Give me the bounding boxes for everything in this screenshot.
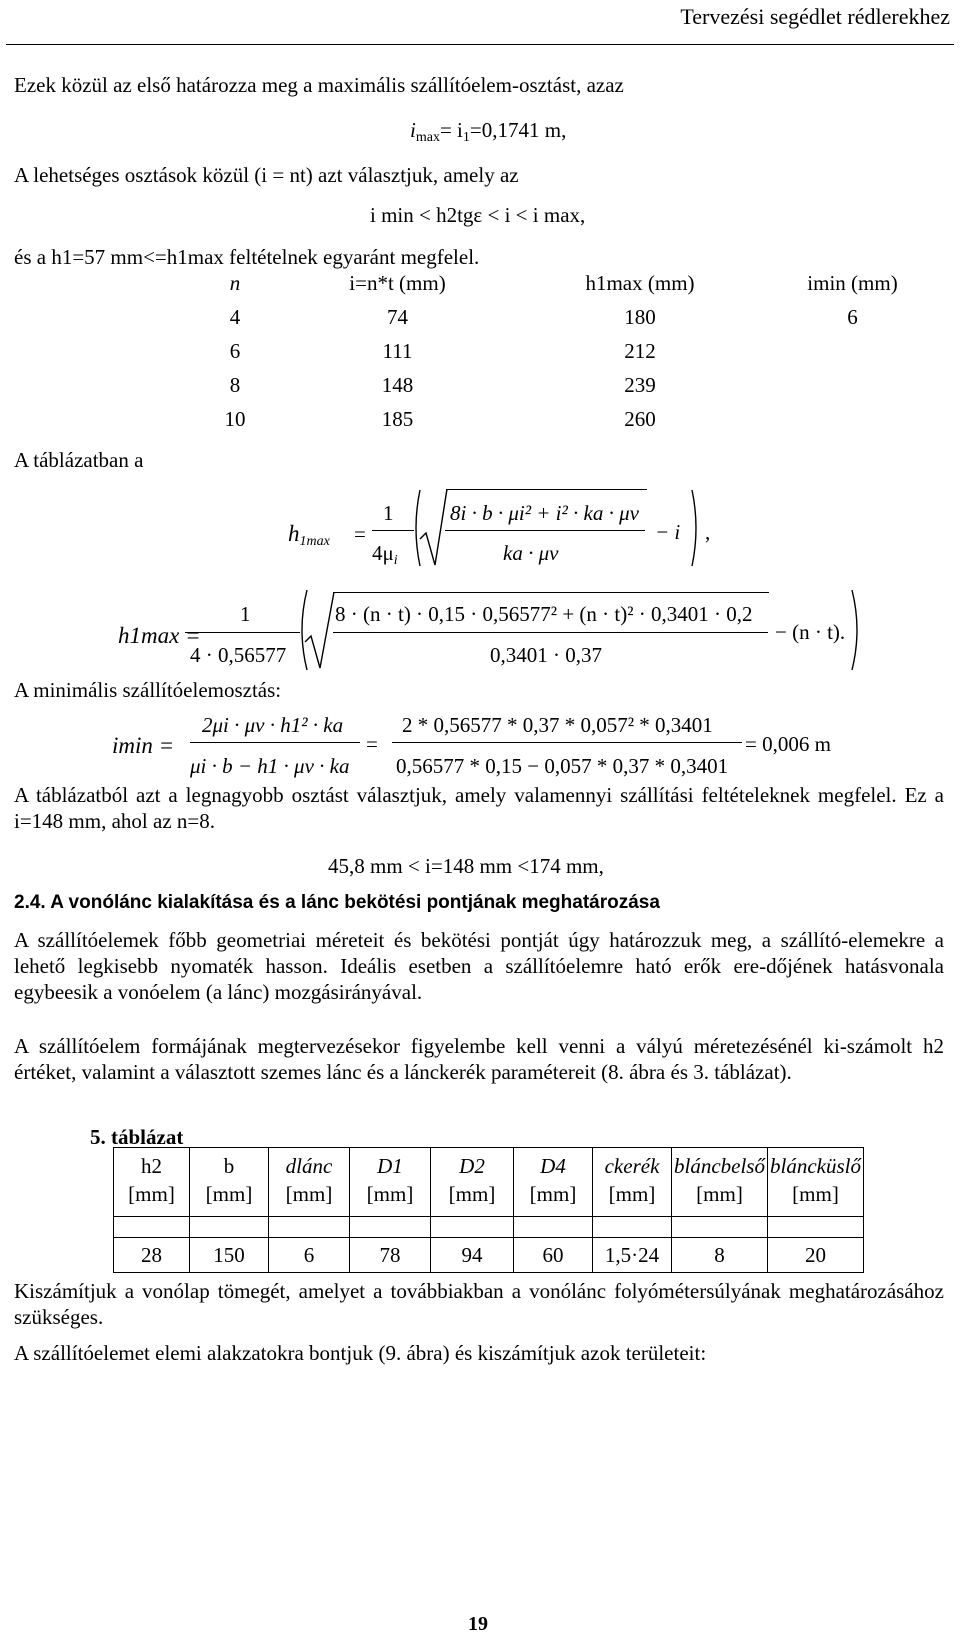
fraction-1-numerator: 2μi · μv · h1² · ka (202, 713, 344, 737)
table-cell: 8 (229, 372, 241, 397)
minus-i: − i (655, 520, 681, 544)
imax-equation (410, 118, 567, 145)
inequality: i min < h2tgε < i < i max, (370, 203, 586, 227)
table-header-row (190, 266, 940, 300)
table-row (190, 334, 940, 368)
minus-nt: − (n · t). (775, 620, 846, 644)
intro-paragraph-1: Ezek közül az első határozza meg a maximális szállítóelem-osztást, azaz (14, 73, 624, 97)
table-cell: 10 (224, 406, 246, 431)
table-cell: 4 (229, 304, 241, 329)
table-cell: 1,5·24 (593, 1238, 672, 1273)
table-header-cell: D1 [mm] (350, 1148, 431, 1217)
header-rule (6, 44, 954, 45)
table-header-cell: dlánc [mm] (269, 1148, 350, 1217)
radicand-numerator: 8i · b · μi² + i² · ka · μv (450, 501, 639, 525)
coef-denominator: $4\mu_i$ (372, 541, 398, 568)
radicand-fraction-line (333, 632, 768, 633)
table-header-cell: imin (mm) (807, 270, 898, 295)
table-cell: 150 (190, 1238, 269, 1273)
table-header-cell: bláncküslő [mm] (768, 1148, 864, 1217)
table-cell: 74 (387, 304, 408, 329)
table-cell (765, 368, 940, 402)
table-row (190, 368, 940, 402)
coef-fraction-line (372, 530, 414, 531)
intro-paragraph-3: és a h1=57 mm<=h1max feltételnek egyaránt megfelel. (14, 245, 480, 269)
table-cell: 148 (381, 372, 414, 397)
comma: , (705, 520, 711, 544)
formula-lhs: imin = (112, 733, 175, 758)
coef-denominator: 4 · 0,56577 (190, 643, 287, 667)
table-cell: 185 (381, 406, 414, 431)
imax-lhs: i (410, 118, 416, 142)
coef-numerator: 1 (240, 602, 251, 626)
table-header-cell: h1max (mm) (585, 270, 695, 295)
equals-sign: = (366, 732, 378, 756)
radicand-denominator: 0,3401 · 0,37 (490, 643, 602, 667)
left-paren (297, 588, 309, 672)
table-row (114, 1238, 864, 1273)
table-cell: 111 (382, 338, 413, 363)
selection-paragraph: A táblázatból azt a legnagyobb osztást választjuk, amely valamennyi szállítási feltételeknek megfelel. Ez a i=148 mm, ahol az n=8. (14, 783, 944, 833)
table-cell: 20 (768, 1238, 864, 1273)
coef-numerator: 1 (383, 501, 394, 525)
imax-rhs: =0,1741 m, (469, 118, 567, 142)
imax-sub2: 1 (462, 130, 470, 145)
table-header-cell: h2 [mm] (114, 1148, 190, 1217)
table-row (190, 300, 940, 334)
table-cell: 28 (114, 1238, 190, 1273)
table-spacer-row (114, 1217, 864, 1238)
osztas-table (190, 266, 940, 436)
table-cell: 6 (847, 304, 858, 329)
kiszamitjuk-paragraph: Kiszámítjuk a vonólap tömegét, amelyet a továbbiakban a vonólánc folyómétersúlyának meghatározásához szükséges. (14, 1279, 944, 1329)
table-header-cell: D4 [mm] (514, 1148, 593, 1217)
table-header-cell: bláncbelső [mm] (672, 1148, 768, 1217)
table-header-cell: b [mm] (190, 1148, 269, 1217)
imin-result: = 0,006 m (745, 732, 831, 756)
coef-fraction-line (185, 632, 300, 633)
table-header-cell: n (229, 270, 241, 295)
table-5-caption: 5. táblázat (90, 1125, 184, 1149)
table-header-cell: D2 [mm] (431, 1148, 514, 1217)
radical-overline (333, 592, 769, 593)
fraction-1-line (190, 742, 360, 743)
table-cell: 60 (514, 1238, 593, 1273)
radicand-numerator: 8 · (n · t) · 0,15 · 0,56577² + (n · t)² · 0,3401 · 0,2 (335, 602, 753, 626)
table-5 (113, 1147, 864, 1273)
table-cell (765, 334, 940, 368)
table-cell: 239 (624, 372, 656, 397)
table-cell: 212 (624, 338, 656, 363)
formula-lhs: $h_{1max}$ (288, 521, 330, 549)
section-heading: 2.4. A vonólánc kialakítása és a lánc bekötési pontjának meghatározása (14, 892, 660, 913)
page-number: 19 (468, 1613, 488, 1635)
inequality-2: 45,8 mm < i=148 mm <174 mm, (328, 854, 604, 878)
fraction-2-denominator: 0,56577 * 0,15 − 0,057 * 0,37 * 0,3401 (396, 754, 729, 778)
tablazatban-text: A táblázatban a (14, 448, 144, 472)
radical-overline (446, 489, 647, 490)
table-cell: 180 (624, 304, 656, 329)
table-cell: 94 (431, 1238, 514, 1273)
imax-sub: max (415, 130, 440, 145)
fraction-2-line (392, 742, 742, 743)
forma-paragraph: A szállítóelem formájának megtervezésekor figyelembe kell venni a vályú méretezésénél ki-számolt h2 értéket, valamint a választott szemes lánc és a lánckerék paramétereit (8. ábra és 3. táblázat). (14, 1034, 944, 1084)
equals-sign: = (354, 522, 366, 546)
table-header-row (114, 1148, 864, 1217)
right-paren (690, 488, 700, 568)
table-row (190, 402, 940, 436)
geometry-paragraph: A szállítóelemek főbb geometriai méreteit és bekötési pontját úgy határozzuk meg, a szállító-elemekre a lehető legkisebb nyomaték hasson. Ideális esetben a szállítóelemre ható erők ere-dőjének hatásvonala egybeesik a vonóelem (a lánc) mozgásirányával. (14, 928, 944, 1004)
table-cell (765, 402, 940, 436)
radicand-denominator: ka · μv (503, 541, 559, 565)
table-cell: 8 (672, 1238, 768, 1273)
fraction-2-numerator: 2 * 0,56577 * 0,37 * 0,057² * 0,3401 (402, 713, 713, 737)
imax-mid: = i (439, 118, 463, 142)
table-header-cell: i=n*t (mm) (349, 270, 446, 295)
fraction-1-denominator: μi · b − h1 · μv · ka (190, 754, 350, 778)
table-cell: 78 (350, 1238, 431, 1273)
minimalis-label: A minimális szállítóelemosztás: (14, 678, 282, 702)
table-cell: 6 (269, 1238, 350, 1273)
intro-paragraph-2: A lehetséges osztások közül (i = nt) azt választjuk, amely az (14, 163, 519, 187)
table-cell: 6 (229, 338, 241, 363)
right-paren (850, 588, 862, 672)
table-cell: 260 (624, 406, 656, 431)
running-header: Tervezési segédlet rédlerekhez (680, 4, 950, 29)
formula-lhs: h1max = (118, 623, 201, 648)
radicand-fraction-line (445, 530, 645, 531)
table-header-cell: ckerék [mm] (593, 1148, 672, 1217)
left-paren (412, 488, 422, 568)
bontjuk-paragraph: A szállítóelemet elemi alakzatokra bontjuk (9. ábra) és kiszámítjuk azok területeit: (14, 1341, 707, 1365)
radical-sign (418, 487, 448, 569)
